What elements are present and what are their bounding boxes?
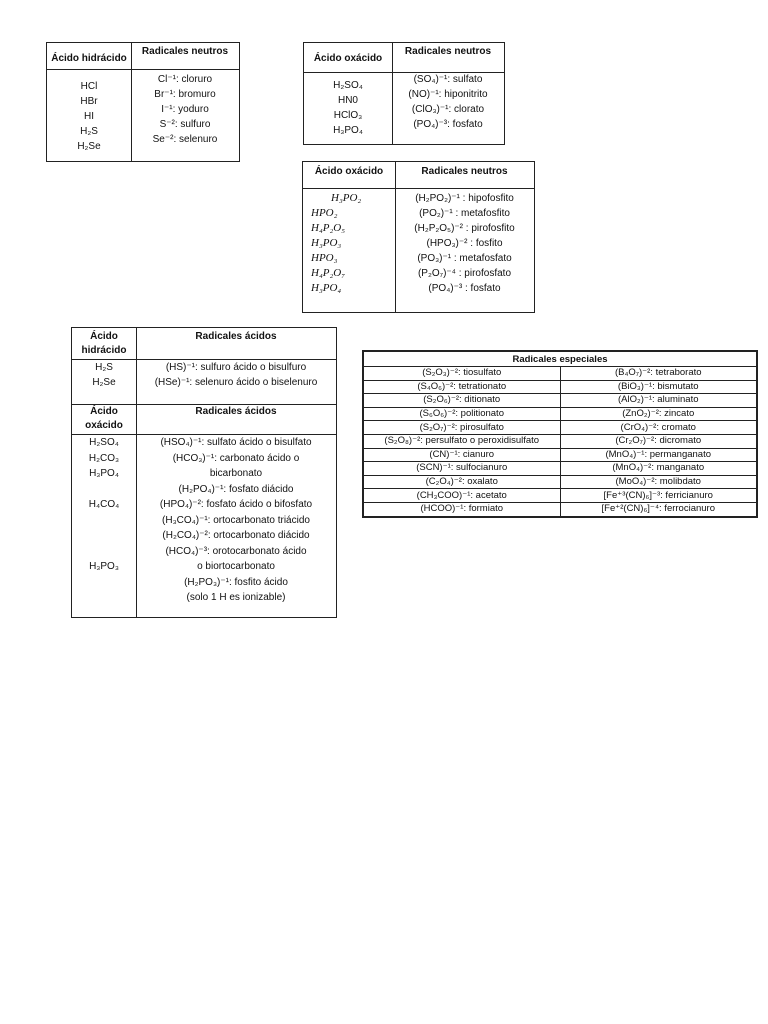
list-item: (PO₄)⁻³ : fosfato <box>428 283 501 294</box>
list-item: H₂Se <box>92 377 116 388</box>
list-item: Br⁻¹: bromuro <box>154 89 216 100</box>
acid-column <box>72 435 136 575</box>
radical-column <box>136 360 336 390</box>
list-item: H₃PO₃ <box>311 237 342 249</box>
list-item: (HSO₄)⁻¹: sulfato ácido o bisulfato <box>160 437 312 448</box>
table-cell: (MnO₄)⁻²: manganato <box>560 462 757 476</box>
list-item: (HPO₄)⁻²: fosfato ácido o bifosfato <box>159 499 313 510</box>
table-row <box>364 434 757 448</box>
list-item: (HSe)⁻¹: selenuro ácido o biselenuro <box>154 377 318 388</box>
table-hidracidos-neutros <box>46 42 240 162</box>
table-cell: (Cr₂O₇)⁻²: dicromato <box>560 434 757 448</box>
list-item: (PO₂)⁻¹ : metafosfito <box>419 208 510 219</box>
list-item: S⁻²: sulfuro <box>159 119 211 130</box>
list-item: H₂Se <box>77 141 101 152</box>
header-line: hidrácido <box>81 345 127 356</box>
list-item: Se⁻²: selenuro <box>152 134 218 145</box>
list-item: (PO₃)⁻¹ : metafosfato <box>417 253 512 264</box>
list-item: H₃PO₄ <box>311 282 342 294</box>
acid-column <box>72 360 136 390</box>
table-row <box>364 502 757 516</box>
list-item: (HPO₃)⁻² : fosfito <box>426 238 503 249</box>
list-item: HPO₃ <box>311 252 338 264</box>
table-cell: (SCN)⁻¹: sulfocianuro <box>364 462 561 476</box>
list-item: (SO₄)⁻¹: sulfato <box>413 74 483 85</box>
table-cell: (S₂O₃)⁻²: tiosulfato <box>364 367 561 381</box>
header-line: Ácido <box>90 331 118 342</box>
header-acido: Ácido hidrácido <box>51 53 127 64</box>
table-cell: (BiO₃)⁻¹: bismutato <box>560 380 757 394</box>
list-item <box>72 513 136 529</box>
header-radicales: Radicales neutros <box>404 46 492 57</box>
header-radicales-acidos: Radicales ácidos <box>195 331 277 342</box>
table-row <box>364 489 757 503</box>
special-radicals-grid <box>363 351 757 517</box>
header-radicales: Radicales neutros <box>141 46 229 57</box>
list-item: o biortocarbonato <box>197 561 275 572</box>
table-oxacidos-neutros-2 <box>302 161 535 313</box>
table-row <box>364 475 757 489</box>
list-item: HN0 <box>337 95 358 106</box>
header-radicales-acidos: Radicales ácidos <box>195 406 277 417</box>
list-item: HPO₂ <box>311 207 338 219</box>
list-item: (H₂P₂O₅)⁻² : pirofosfito <box>414 223 515 234</box>
table-row <box>364 380 757 394</box>
list-item: (H₂PO₂)⁻¹ : hipofosfito <box>415 193 514 204</box>
table-row <box>364 448 757 462</box>
header-line: oxácido <box>85 420 123 431</box>
table-cell: (CrO₄)⁻²: cromato <box>560 421 757 435</box>
list-item: H₃PO₂ <box>331 192 362 204</box>
list-item: H₄P₂O₅ <box>311 222 346 234</box>
table-cell: [Fe⁺³(CN)₆]⁻³: ferricianuro <box>560 489 757 503</box>
table-cell: (AlO₂)⁻¹: aluminato <box>560 394 757 408</box>
radical-column <box>392 72 504 132</box>
header-acido-oxacido <box>72 405 136 433</box>
list-item: HBr <box>80 96 98 107</box>
list-item: (ClO₃)⁻¹: clorato <box>411 104 485 115</box>
list-item: H₂SO₄ <box>89 437 119 448</box>
header-acido: Ácido oxácido <box>314 166 384 177</box>
table-cell: (C₂O₄)⁻²: oxalato <box>364 475 561 489</box>
list-item: (P₂O₇)⁻⁴ : pirofosfato <box>417 268 512 279</box>
list-item: H₂SO₄ <box>333 80 363 91</box>
list-item: Cl⁻¹: cloruro <box>157 74 213 85</box>
table-cell: (B₄O₇)⁻²: tetraborato <box>560 367 757 381</box>
table-cell: (S₆O₆)⁻²: politionato <box>364 407 561 421</box>
list-item: (H₃CO₄)⁻¹: ortocarbonato triácido <box>162 514 310 526</box>
list-item <box>72 528 136 544</box>
header-line: Ácido <box>90 406 118 417</box>
table-oxacidos-neutros-1 <box>303 42 505 145</box>
table-cell: (MoO₄)⁻²: molibdato <box>560 475 757 489</box>
radical-column <box>136 435 336 606</box>
table-row <box>364 367 757 381</box>
table-divider <box>47 69 239 70</box>
header-acido-hidracido <box>72 330 136 358</box>
header-acido: Ácido oxácido <box>313 53 383 64</box>
table-header-row <box>364 352 757 367</box>
table-title: Radicales especiales <box>364 352 757 367</box>
list-item: (H₂CO₄)⁻²: ortocarbonato diácido <box>162 530 310 541</box>
list-item: HClO₃ <box>333 110 363 121</box>
list-item: (NO)⁻¹: hiponitrito <box>408 89 488 100</box>
table-cell: (S₂O₇)⁻²: pirosulfato <box>364 421 561 435</box>
table-radicales-acidos <box>71 327 337 618</box>
list-item <box>72 544 136 560</box>
table-row <box>364 394 757 408</box>
list-item: (HCO₄)⁻³: orotocarbonato ácido <box>165 545 307 557</box>
list-item: H₂S <box>80 126 98 137</box>
header-radicales: Radicales neutros <box>421 166 508 177</box>
list-item: H₄CO₄ <box>88 499 120 510</box>
list-item: bicarbonato <box>209 468 263 479</box>
list-item: (HS)⁻¹: sulfuro ácido o bisulfuro <box>165 362 307 373</box>
list-item <box>72 482 136 498</box>
table-row <box>364 421 757 435</box>
list-item: H₃PO₄ <box>333 125 363 136</box>
list-item: (HCO₃)⁻¹: carbonato ácido o <box>172 452 300 464</box>
list-item: (PO₄)⁻³: fosfato <box>413 119 483 130</box>
table-cell: (ZnO₂)⁻²: zincato <box>560 407 757 421</box>
list-item: H₃PO₄ <box>89 468 119 479</box>
list-item: H₂S <box>95 362 113 373</box>
table-cell: (MnO₄)⁻¹: permanganato <box>560 448 757 462</box>
table-cell: (S₂O₆)⁻²: ditionato <box>364 394 561 408</box>
table-row <box>364 462 757 476</box>
list-item: I⁻¹: yoduro <box>161 104 209 115</box>
radical-column <box>131 72 239 147</box>
list-item: H₂CO₃ <box>88 452 120 464</box>
list-item: (H₂PO₄)⁻¹: fosfato diácido <box>178 483 294 495</box>
list-item: (H₂PO₃)⁻¹: fosfito ácido <box>184 576 288 588</box>
radical-column <box>395 191 534 296</box>
table-divider <box>303 188 534 189</box>
list-item: (solo 1 H es ionizable) <box>186 592 286 603</box>
acid-column <box>47 79 131 154</box>
list-item: H₃PO₃ <box>89 561 119 572</box>
table-cell: (S₂O₈)⁻²: persulfato o peroxidisulfato <box>364 434 561 448</box>
table-cell: [Fe⁺²(CN)₆]⁻⁴: ferrocianuro <box>560 502 757 516</box>
list-item: HI <box>84 111 94 122</box>
table-cell: (HCOO)⁻¹: formiato <box>364 502 561 516</box>
table-row <box>364 407 757 421</box>
acid-column <box>304 78 392 138</box>
list-item: H₄P₂O₇ <box>311 267 346 279</box>
acid-column <box>311 191 391 296</box>
list-item: HCl <box>80 81 98 92</box>
table-cell: (S₄O₆)⁻²: tetrationato <box>364 380 561 394</box>
table-cell: (CN)⁻¹: cianuro <box>364 448 561 462</box>
table-radicales-especiales <box>362 350 758 518</box>
table-cell: (CH₃COO)⁻¹: acetato <box>364 489 561 503</box>
